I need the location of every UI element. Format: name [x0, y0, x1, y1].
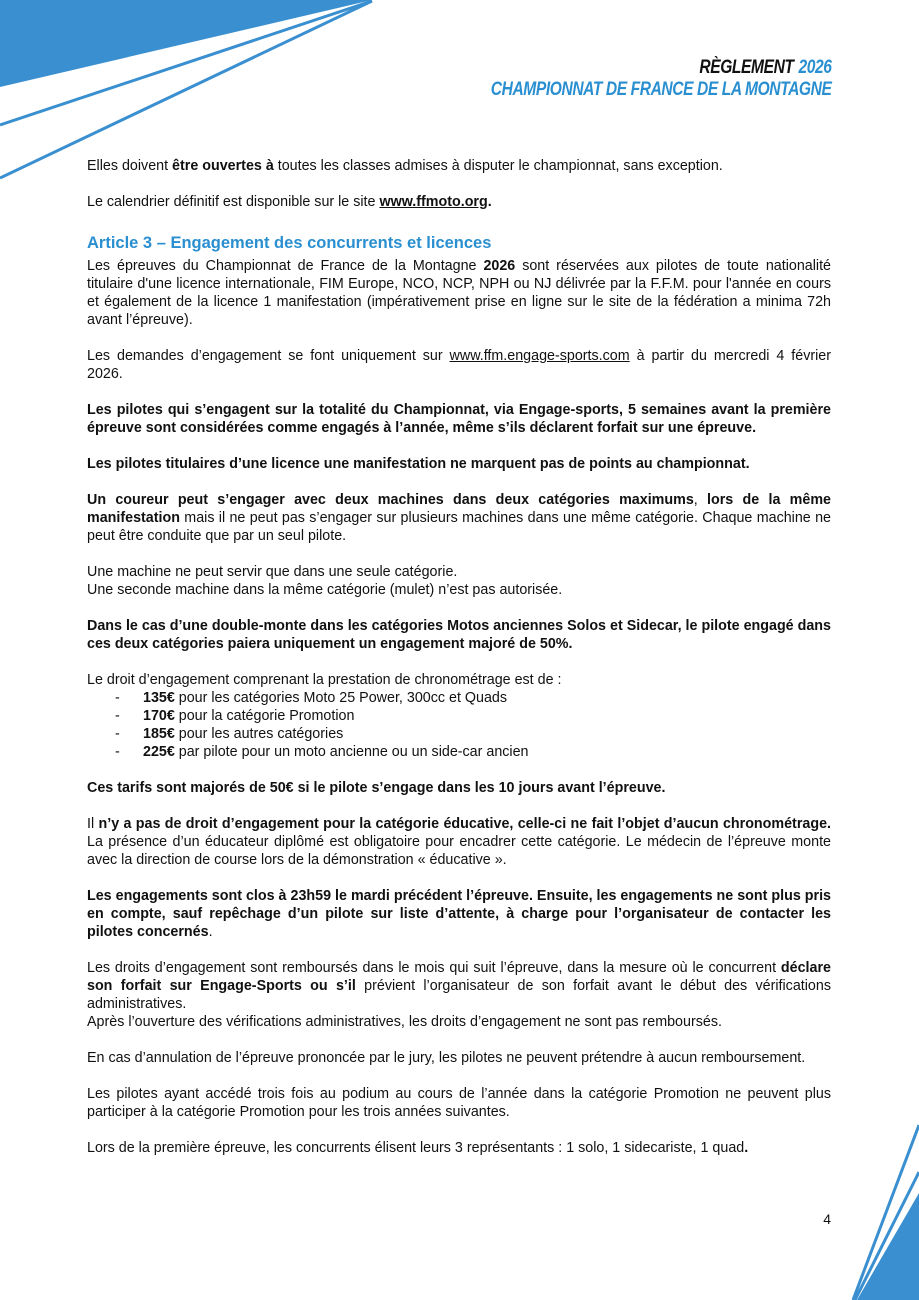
- document-body: [87, 157, 831, 1175]
- paragraph-registration-site: Les demandes d’engagement se font uniquement sur www.ffm.engage-sports.com à partir du mercredi 4 février 2026.: [87, 348, 832, 382]
- fee-amount: 185€: [143, 726, 175, 742]
- paragraph-refunds: Les droits d’engagement sont remboursés dans le mois qui suit l’épreuve, dans la mesure où le concurrent déclare son forfait sur Engage-Sports ou s’il prévient l’organisateur de son forfait avant le début des vérifications administratives.: [87, 960, 831, 1012]
- article-3-heading: Article 3 – Engagement des concurrents et licences: [87, 234, 492, 252]
- regulation-title: [490, 57, 831, 79]
- regulation-year: 2026: [797, 57, 831, 78]
- fee-item: - 185€ pour les autres catégories: [115, 726, 344, 742]
- fees-intro: Le droit d’engagement comprenant la prestation de chronométrage est de :: [87, 672, 562, 688]
- championship-title: CHAMPIONNAT DE FRANCE DE LA MONTAGNE: [490, 79, 831, 100]
- fee-amount: 135€: [143, 690, 175, 706]
- paragraph-single-event-licence: Les pilotes titulaires d’une licence une manifestation ne marquent pas de points au championnat.: [87, 456, 750, 472]
- paragraph-two-machines: Un coureur peut s’engager avec deux machines dans deux catégories maximums, lors de la même manifestation mais il ne peut pas s’engager sur plusieurs machines dans une même catégorie. Chaque machine ne peut être conduite que par un seul pilote.: [87, 492, 831, 544]
- fee-item: - 225€ par pilote pour un moto ancienne ou un side-car ancien: [115, 744, 529, 760]
- paragraph-no-refund-after-checks: Après l’ouverture des vérifications administratives, les droits d’engagement ne sont pas remboursés.: [87, 1014, 722, 1030]
- swoosh-fill: [0, 0, 372, 87]
- document-header: [490, 57, 831, 101]
- paragraph-season-registration: Les pilotes qui s’engagent sur la totalité du Championnat, via Engage-sports, 5 semaines avant la première épreuve sont considérées comme engagés à l’année, même s’ils déclarent forfait sur une épreuve.: [87, 402, 831, 436]
- paragraph-educational-category: Il n’y a pas de droit d’engagement pour la catégorie éducative, celle-ci ne fait l’objet d’aucun chronométrage. La présence d’un éducateur diplômé est obligatoire pour encadrer cette catégorie. Le médecin de l’épreuve monte avec la direction de course lors de la démonstration « éducative ».: [87, 816, 831, 868]
- paragraph-machine-category: Une machine ne peut servir que dans une seule catégorie. Une seconde machine dans la même catégorie (mulet) n’est pas autorisée.: [87, 564, 563, 598]
- engage-sports-link[interactable]: www.ffm.engage-sports.com: [449, 348, 630, 364]
- fee-item: - 135€ pour les catégories Moto 25 Power, 300cc et Quads: [115, 690, 508, 706]
- regulation-label: RÈGLEMENT: [698, 57, 794, 78]
- paragraph-cancellation: En cas d’annulation de l’épreuve prononcée par le jury, les pilotes ne peuvent prétendre à aucun remboursement.: [87, 1050, 806, 1066]
- ffmoto-link[interactable]: www.ffmoto.org: [379, 194, 488, 210]
- paragraph-double-monte: Dans le cas d’une double-monte dans les catégories Motos anciennes Solos et Sidecar, le pilote engagé dans ces deux catégories paiera uniquement un engagement majoré de 50%.: [87, 618, 831, 652]
- paragraph-representatives: Lors de la première épreuve, les concurrents élisent leurs 3 représentants : 1 solo, 1 sidecariste, 1 quad.: [87, 1140, 749, 1156]
- paragraph-calendar: Le calendrier définitif est disponible sur le site www.ffmoto.org.: [87, 194, 492, 210]
- paragraph-licences: Les épreuves du Championnat de France de la Montagne 2026 sont réservées aux pilotes de toute nationalité titulaire d'une licence internationale, FIM Europe, NCO, NCP, NPH ou NJ délivrée par la F.F.M. pour l'année en cours et également de la licence 1 manifestation (impérativement prise en ligne sur le site de la fédération a minima 72h avant l’épreuve).: [87, 258, 831, 328]
- paragraph-promotion-podium: Les pilotes ayant accédé trois fois au podium au cours de l’année dans la catégorie Promotion ne peuvent plus participer à la catégorie Promotion pour les trois années suivantes.: [87, 1086, 831, 1120]
- fee-amount: 170€: [143, 708, 175, 724]
- paragraph-late-surcharge: Ces tarifs sont majorés de 50€ si le pilote s’engage dans les 10 jours avant l’épreuve.: [87, 780, 666, 796]
- paragraph-registration-deadline: Les engagements sont clos à 23h59 le mardi précédent l’épreuve. Ensuite, les engagements ne sont plus pris en compte, sauf repêchage d’un pilote sur liste d’attente, à charge pour l’organisateur de contacter les pilotes concernés.: [87, 888, 831, 940]
- page-number: 4: [823, 1211, 831, 1227]
- fees-list: [87, 689, 831, 761]
- fee-item: - 170€ pour la catégorie Promotion: [115, 708, 355, 724]
- paragraph-open-classes: Elles doivent être ouvertes à toutes les classes admises à disputer le championnat, sans exception.: [87, 158, 723, 174]
- footer-swoosh-decoration: [839, 1120, 919, 1300]
- fee-amount: 225€: [143, 744, 175, 760]
